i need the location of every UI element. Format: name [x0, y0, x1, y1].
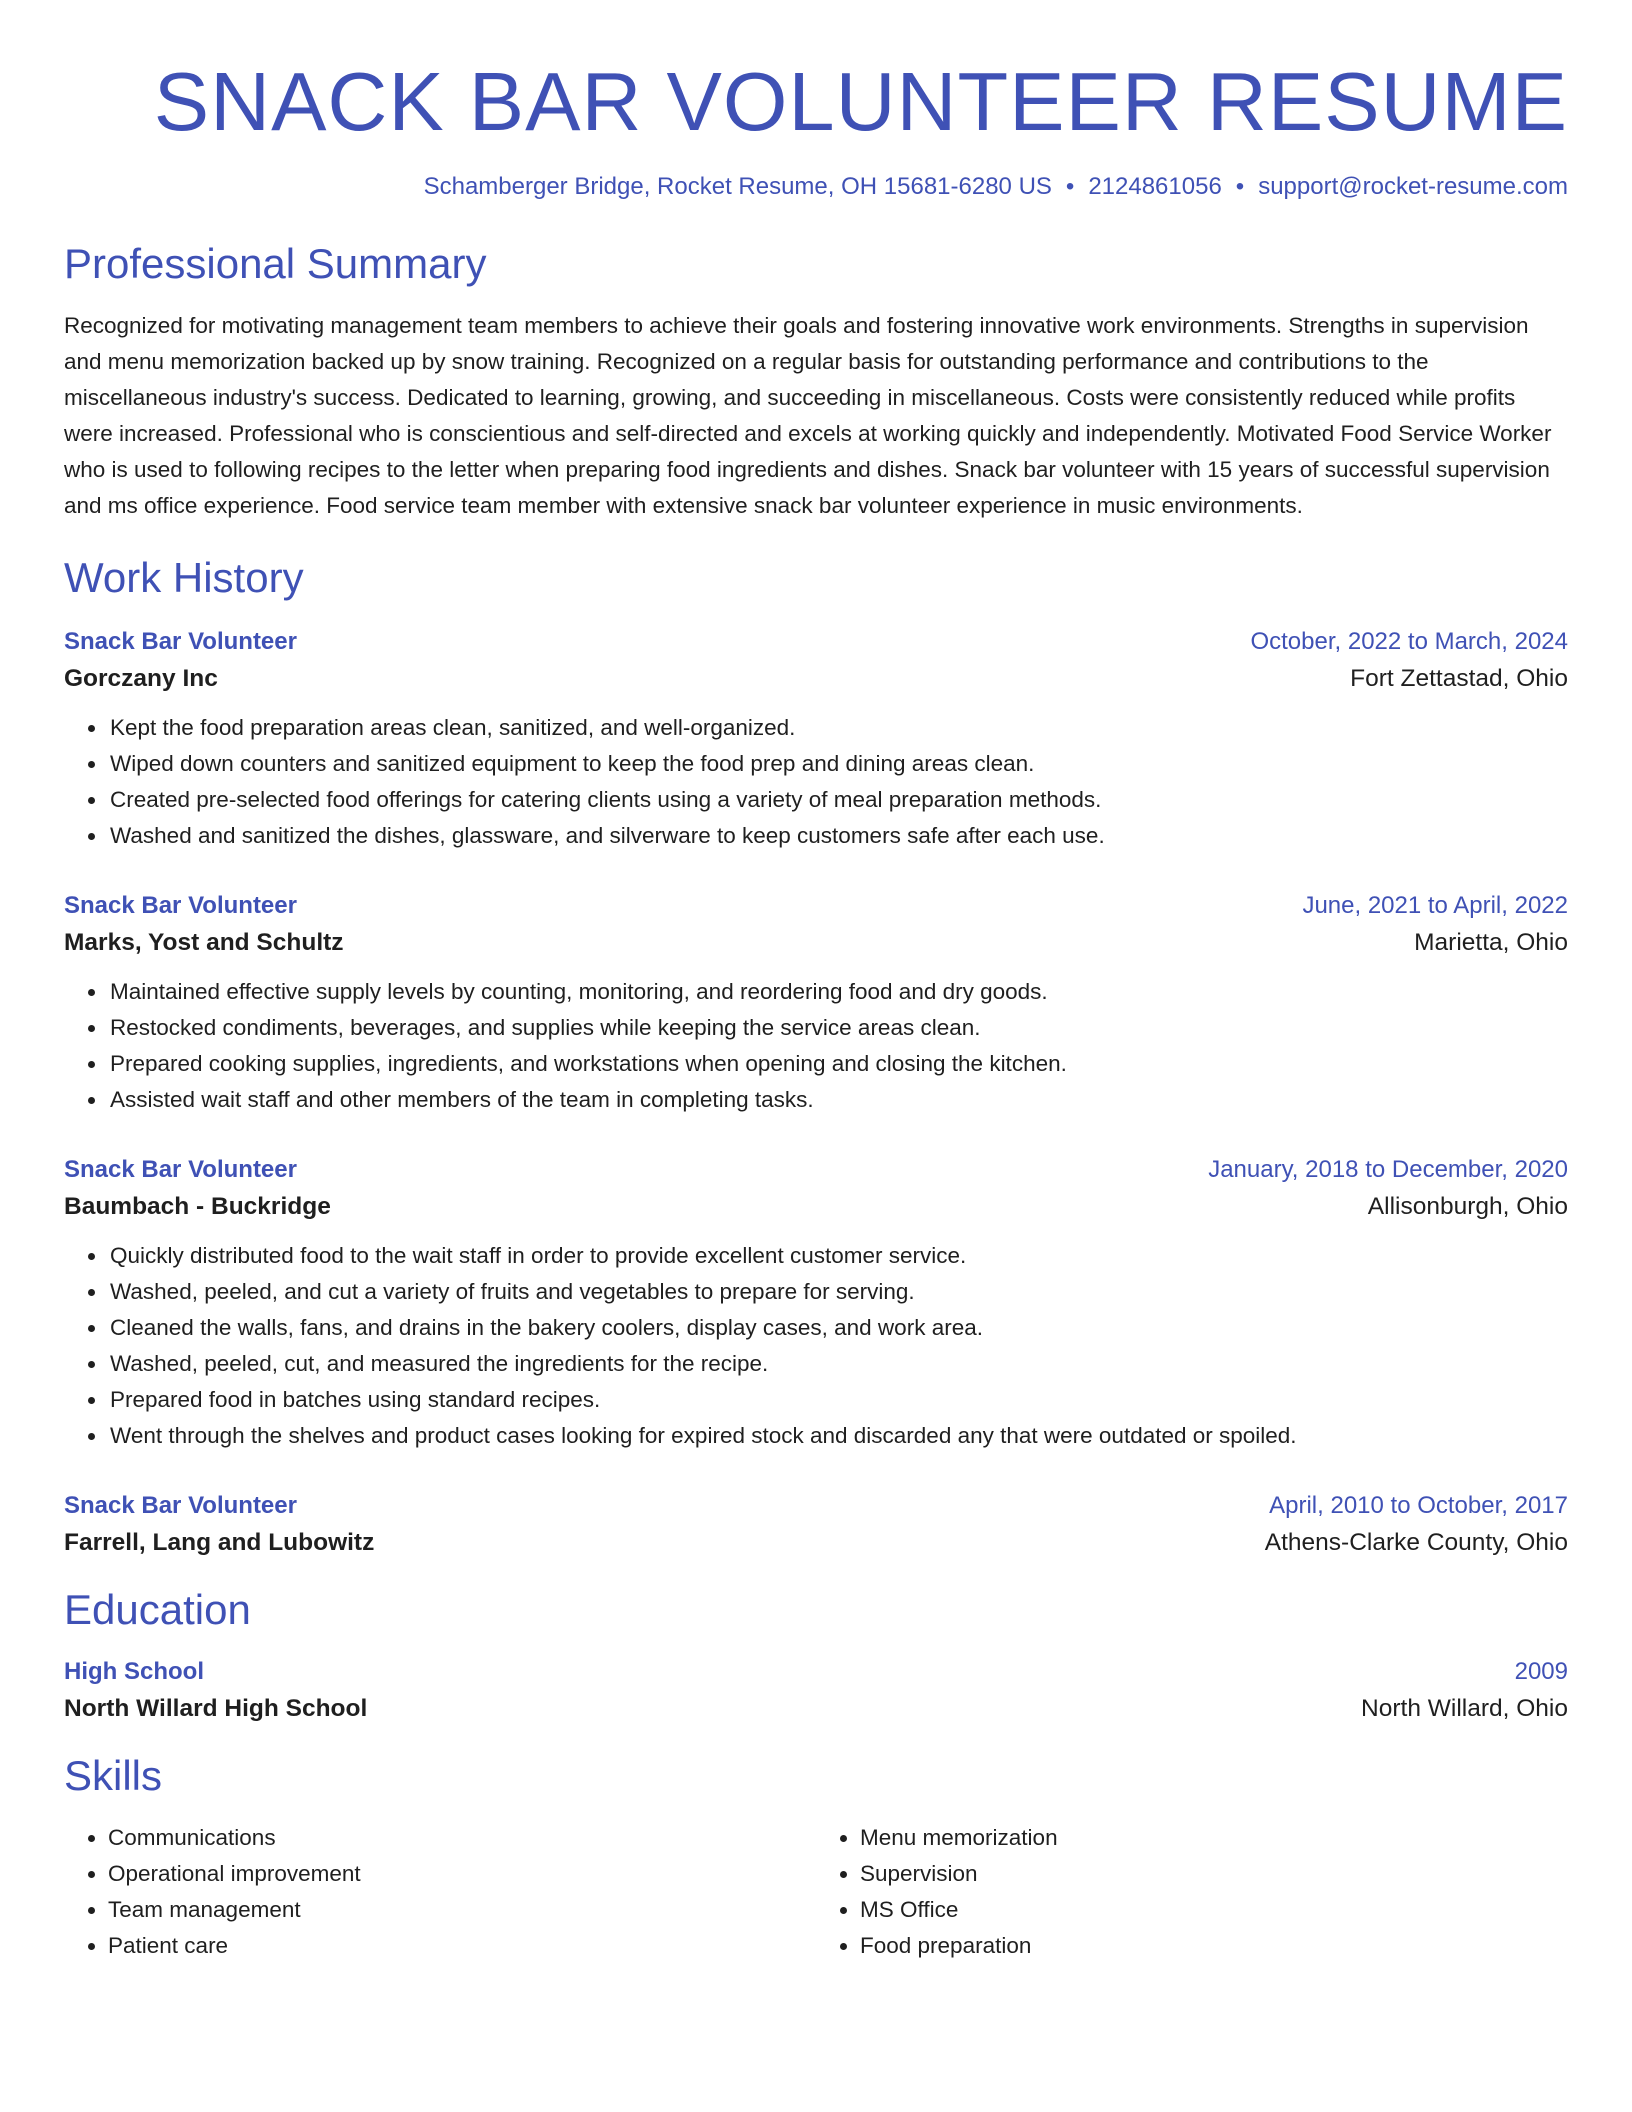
job-duty: • Washed, peeled, cut, and measured the ingredients for the recipe.: [108, 1346, 1568, 1382]
education-location: North Willard, Ohio: [1361, 1695, 1568, 1722]
job-company-row: [64, 1524, 1568, 1562]
job-company: Farrell, Lang and Lubowitz: [64, 1529, 375, 1556]
job-duties: [64, 710, 1568, 854]
job-entry: [64, 888, 1568, 1118]
education-heading: Education: [64, 1586, 251, 1633]
job-duty: • Prepared food in batches using standard recipes.: [108, 1382, 1568, 1418]
skill-item: • Operational improvement: [108, 1856, 816, 1892]
job-title: Snack Bar Volunteer: [64, 1156, 297, 1183]
job-location: Marietta, Ohio: [1414, 929, 1568, 956]
job-title: Snack Bar Volunteer: [64, 628, 297, 655]
education-degree-row: [64, 1654, 1568, 1690]
job-company-row: [64, 1188, 1568, 1226]
education-school: North Willard High School: [64, 1695, 368, 1722]
job-company: Baumbach - Buckridge: [64, 1193, 331, 1220]
job-duty: • Wiped down counters and sanitized equipment to keep the food prep and dining areas clean.: [108, 746, 1568, 782]
contact-line: [64, 170, 1568, 204]
job-company: Marks, Yost and Schultz: [64, 929, 344, 956]
job-duty: • Restocked condiments, beverages, and supplies while keeping the service areas clean.: [108, 1010, 1568, 1046]
skill-item: • Team management: [108, 1892, 816, 1928]
skill-item: • Patient care: [108, 1928, 816, 1964]
job-dates: January, 2018 to December, 2020: [1208, 1156, 1568, 1183]
job-duty: • Cleaned the walls, fans, and drains in the bakery coolers, display cases, and work area.: [108, 1310, 1568, 1346]
job-duty: • Washed and sanitized the dishes, glassware, and silverware to keep customers safe after each use.: [108, 818, 1568, 854]
contact-email: support@rocket-resume.com: [1258, 173, 1568, 200]
job-title: Snack Bar Volunteer: [64, 892, 297, 919]
skills-heading: Skills: [64, 1752, 163, 1799]
summary-heading: Professional Summary: [64, 240, 487, 287]
job-duties: [64, 974, 1568, 1118]
skill-item: • Menu memorization: [860, 1820, 1568, 1856]
job-company-row: [64, 660, 1568, 698]
job-dates: October, 2022 to March, 2024: [1250, 628, 1568, 655]
skill-item: • Communications: [108, 1820, 816, 1856]
job-duty: • Assisted wait staff and other members of the team in completing tasks.: [108, 1082, 1568, 1118]
job-duty: • Maintained effective supply levels by counting, monitoring, and reordering food and dry goods.: [108, 974, 1568, 1010]
job-duty: • Quickly distributed food to the wait staff in order to provide excellent customer service.: [108, 1238, 1568, 1274]
skill-item: • Supervision: [860, 1856, 1568, 1892]
contact-separator: •: [1235, 173, 1245, 200]
contact-separator: •: [1065, 173, 1075, 200]
job-entry: [64, 624, 1568, 854]
skills-column-left: [64, 1820, 816, 1964]
job-title-row: [64, 888, 1568, 924]
job-company-row: [64, 924, 1568, 962]
job-duty: • Kept the food preparation areas clean, sanitized, and well-organized.: [108, 710, 1568, 746]
job-title-row: [64, 1488, 1568, 1524]
job-duty: • Prepared cooking supplies, ingredients, and workstations when opening and closing the kitchen.: [108, 1046, 1568, 1082]
job-entry: [64, 1152, 1568, 1454]
job-duty: • Created pre-selected food offerings for catering clients using a variety of meal preparation methods.: [108, 782, 1568, 818]
contact-phone: 2124861056: [1088, 173, 1222, 200]
skills-column-right: [816, 1820, 1568, 1964]
resume-page: [64, 52, 1568, 1964]
job-location: Allisonburgh, Ohio: [1367, 1193, 1568, 1220]
job-dates: April, 2010 to October, 2017: [1269, 1492, 1568, 1519]
job-company: Gorczany Inc: [64, 665, 218, 692]
job-entry: [64, 1488, 1568, 1562]
education-degree: High School: [64, 1658, 204, 1685]
work-history-list: [64, 624, 1568, 1562]
skills-grid: [64, 1820, 1568, 1964]
skill-item: • Food preparation: [860, 1928, 1568, 1964]
education-entry: [64, 1654, 1568, 1728]
job-location: Fort Zettastad, Ohio: [1350, 665, 1568, 692]
education-year: 2009: [1514, 1658, 1568, 1685]
job-title-row: [64, 624, 1568, 660]
contact-address: Schamberger Bridge, Rocket Resume, OH 15681-6280 US: [423, 173, 1052, 200]
education-school-row: [64, 1690, 1568, 1728]
skill-item: • MS Office: [860, 1892, 1568, 1928]
summary-text: Recognized for motivating management team members to achieve their goals and fostering innovative work environments. Strengths in supervision and menu memorization backed up by snow training. Recognized on a regular basis for outstanding performance and contributions to the miscellaneous industry's success. Dedicated to learning, growing, and succeeding in miscellaneous. Costs were consistently reduced while profits were increased. Professional who is conscientious and self-directed and excels at working quickly and independently. Motivated Food Service Worker who is used to following recipes to the letter when preparing food ingredients and dishes. Snack bar volunteer with 15 years of successful supervision and ms office experience. Food service team member with extensive snack bar volunteer experience in music environments.: [64, 313, 1552, 518]
job-duty: • Washed, peeled, and cut a variety of fruits and vegetables to prepare for serving.: [108, 1274, 1568, 1310]
job-location: Athens-Clarke County, Ohio: [1264, 1529, 1568, 1556]
job-dates: June, 2021 to April, 2022: [1302, 892, 1568, 919]
job-title: Snack Bar Volunteer: [64, 1492, 297, 1519]
resume-title: SNACK BAR VOLUNTEER RESUME: [153, 55, 1568, 148]
job-duties: [64, 1238, 1568, 1454]
work-history-heading: Work History: [64, 554, 304, 601]
job-title-row: [64, 1152, 1568, 1188]
job-duty: • Went through the shelves and product cases looking for expired stock and discarded any that were outdated or spoiled.: [108, 1418, 1568, 1454]
